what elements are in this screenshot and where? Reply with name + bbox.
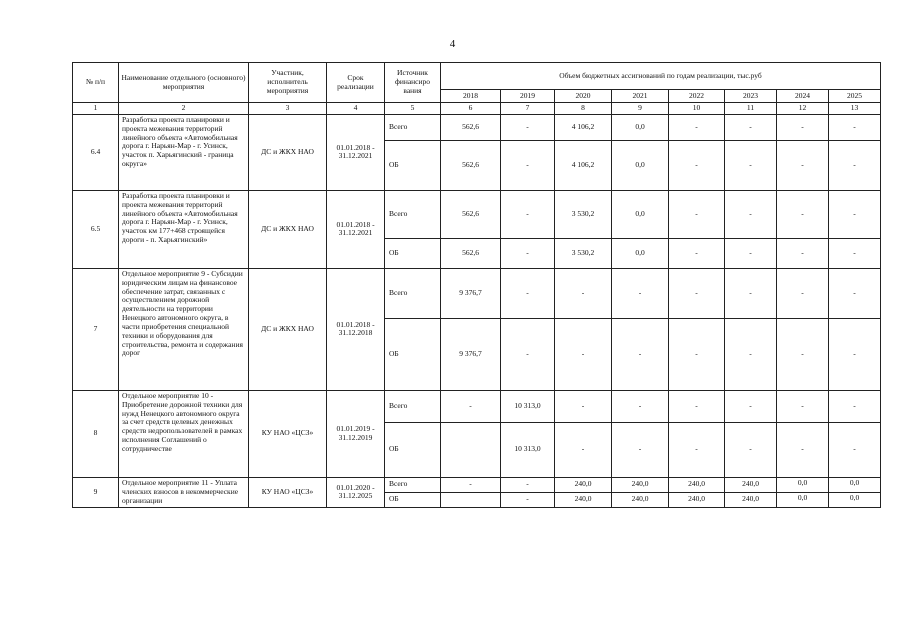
funding-source: Всего (385, 477, 441, 492)
budget-value: - (612, 268, 669, 318)
event-name: Отдельное мероприятие 9 - Субсидии юридическим лицам на финансовое обеспечение затрат, связанных с осуществлением дорожной деятельности на территории Ненецкого автономного округа, в части приобретения специальной техники и оборудования для строительства, ремонта и содержания дорог (119, 268, 249, 390)
year-header: 2020 (555, 90, 612, 103)
period: 01.01.2020 - 31.12.2025 (327, 477, 385, 507)
budget-value: - (777, 268, 829, 318)
row-number: 7 (73, 268, 119, 390)
table-row (73, 477, 881, 492)
column-number: 10 (669, 103, 725, 115)
budget-value: - (829, 268, 881, 318)
budget-value: - (555, 422, 612, 477)
participant: КУ НАО «ЦСЗ» (249, 390, 327, 477)
budget-value: - (829, 422, 881, 477)
column-number: 9 (612, 103, 669, 115)
column-number: 8 (555, 103, 612, 115)
budget-value: - (829, 238, 881, 268)
budget-value: - (612, 318, 669, 390)
budget-value: 240,0 (669, 492, 725, 507)
budget-value: - (725, 114, 777, 140)
funding-source: ОБ (385, 140, 441, 190)
budget-value: - (441, 390, 501, 422)
header-name: Наименование отдельного (основного) мероприятия (119, 63, 249, 103)
budget-value: - (501, 140, 555, 190)
budget-value: 562,6 (441, 190, 501, 238)
funding-source: ОБ (385, 422, 441, 477)
row-number: 6.5 (73, 190, 119, 268)
budget-value: 240,0 (555, 477, 612, 492)
column-number: 5 (385, 103, 441, 115)
event-name: Разработка проекта планировки и проекта межевания территорий линейного объекта «Автомобильная дорога г. Нарьян-Мар - г. Усинск, участок п. Харьягинский - граница округа» (119, 114, 249, 190)
budget-value: - (669, 238, 725, 268)
year-header: 2022 (669, 90, 725, 103)
budget-value: 240,0 (669, 477, 725, 492)
budget-value: - (725, 190, 777, 238)
budget-value: - (777, 114, 829, 140)
budget-value: - (669, 190, 725, 238)
budget-value: 0,0 (829, 477, 881, 492)
budget-value: - (725, 238, 777, 268)
budget-value: - (555, 268, 612, 318)
budget-value: 10 313,0 (501, 422, 555, 477)
funding-source: ОБ (385, 238, 441, 268)
budget-value: - (669, 268, 725, 318)
table-row (73, 114, 881, 140)
table-body (73, 114, 881, 507)
row-number: 6.4 (73, 114, 119, 190)
budget-value: - (725, 140, 777, 190)
budget-value: - (725, 268, 777, 318)
funding-source: Всего (385, 390, 441, 422)
budget-value: 0,0 (612, 114, 669, 140)
year-header: 2021 (612, 90, 669, 103)
budget-value: - (501, 318, 555, 390)
budget-value: - (669, 140, 725, 190)
column-number: 12 (777, 103, 829, 115)
event-name: Отдельное мероприятие 11 - Уплата членских взносов в некоммерческие организации (119, 477, 249, 507)
header-row (73, 63, 881, 90)
budget-value: 4 106,2 (555, 114, 612, 140)
column-number: 6 (441, 103, 501, 115)
participant: ДС и ЖКХ НАО (249, 268, 327, 390)
participant: КУ НАО «ЦСЗ» (249, 477, 327, 507)
budget-value: 240,0 (555, 492, 612, 507)
budget-value: 0,0 (612, 140, 669, 190)
header-participant: Участник, исполнитель мероприятия (249, 63, 327, 103)
budget-value: - (777, 390, 829, 422)
budget-value: 3 530,2 (555, 238, 612, 268)
header-volume: Объем бюджетных ассигнований по годам реализации, тыс.руб (441, 63, 881, 90)
budget-value: - (829, 114, 881, 140)
header-num: № п/п (73, 63, 119, 103)
budget-value: 10 313,0 (501, 390, 555, 422)
funding-source: ОБ (385, 492, 441, 507)
budget-value: 3 530,2 (555, 190, 612, 238)
budget-value: 0,0 (777, 477, 829, 492)
budget-value: - (777, 190, 829, 238)
budget-value: 9 376,7 (441, 268, 501, 318)
budget-value: - (441, 477, 501, 492)
table-row (73, 190, 881, 238)
budget-value: 240,0 (612, 492, 669, 507)
budget-value: 562,6 (441, 140, 501, 190)
budget-value: - (829, 318, 881, 390)
table-row (73, 390, 881, 422)
funding-source: Всего (385, 268, 441, 318)
budget-value: 0,0 (612, 190, 669, 238)
budget-value: - (777, 318, 829, 390)
budget-value: - (669, 390, 725, 422)
budget-value: 240,0 (725, 492, 777, 507)
budget-value: - (725, 318, 777, 390)
column-number: 2 (119, 103, 249, 115)
budget-table (72, 62, 881, 508)
budget-value: - (829, 140, 881, 190)
column-number: 4 (327, 103, 385, 115)
year-header: 2019 (501, 90, 555, 103)
budget-value: - (777, 238, 829, 268)
participant: ДС и ЖКХ НАО (249, 190, 327, 268)
budget-value: - (829, 390, 881, 422)
budget-value: - (669, 422, 725, 477)
column-number: 11 (725, 103, 777, 115)
period: 01.01.2018 - 31.12.2021 (327, 190, 385, 268)
column-number: 1 (73, 103, 119, 115)
year-header: 2023 (725, 90, 777, 103)
budget-value: - (501, 190, 555, 238)
budget-value: - (555, 318, 612, 390)
event-name: Отдельное мероприятие 10 - Приобретение дорожной техники для нужд Ненецкого автономного округа за счет средств целевых денежных средств недропользователей в рамках исполнения Соглашений о сотрудничестве (119, 390, 249, 477)
funding-source: Всего (385, 114, 441, 140)
year-header: 2018 (441, 90, 501, 103)
column-number: 7 (501, 103, 555, 115)
period: 01.01.2018 - 31.12.2021 (327, 114, 385, 190)
header-period: Срок реализации (327, 63, 385, 103)
budget-value: - (777, 140, 829, 190)
budget-value (441, 422, 501, 477)
budget-value: 0,0 (612, 238, 669, 268)
page-number: 4 (449, 38, 456, 50)
budget-value: 4 106,2 (555, 140, 612, 190)
budget-value: - (777, 422, 829, 477)
year-header: 2024 (777, 90, 829, 103)
budget-value: 240,0 (725, 477, 777, 492)
budget-value: 0,0 (829, 492, 881, 507)
budget-value: - (555, 390, 612, 422)
budget-value (441, 492, 501, 507)
header-source: Источник финансиро вания (385, 63, 441, 103)
row-number: 8 (73, 390, 119, 477)
budget-value: 9 376,7 (441, 318, 501, 390)
event-name: Разработка проекта планировки и проекта межевания территорий линейного объекта «Автомобильная дорога г. Нарьян-Мар - г. Усинск, участок км 177+468 строящейся дороги - п. Харьягинский» (119, 190, 249, 268)
column-number: 3 (249, 103, 327, 115)
funding-source: Всего (385, 190, 441, 238)
budget-value: 562,6 (441, 114, 501, 140)
budget-value: - (612, 422, 669, 477)
budget-value: 562,6 (441, 238, 501, 268)
budget-value: - (501, 114, 555, 140)
budget-value: - (669, 114, 725, 140)
column-number: 13 (829, 103, 881, 115)
budget-value: - (612, 390, 669, 422)
budget-value: - (725, 422, 777, 477)
budget-value: - (501, 238, 555, 268)
budget-value: - (669, 318, 725, 390)
budget-value: - (829, 190, 881, 238)
period: 01.01.2019 - 31.12.2019 (327, 390, 385, 477)
budget-value: - (501, 268, 555, 318)
column-numbers-row (73, 103, 881, 115)
budget-value: - (725, 390, 777, 422)
period: 01.01.2018 - 31.12.2018 (327, 268, 385, 390)
table-row (73, 268, 881, 318)
budget-value: 240,0 (612, 477, 669, 492)
budget-value: - (501, 477, 555, 492)
budget-value: - (501, 492, 555, 507)
funding-source: ОБ (385, 318, 441, 390)
participant: ДС и ЖКХ НАО (249, 114, 327, 190)
row-number: 9 (73, 477, 119, 507)
budget-value: 0,0 (777, 492, 829, 507)
year-header: 2025 (829, 90, 881, 103)
